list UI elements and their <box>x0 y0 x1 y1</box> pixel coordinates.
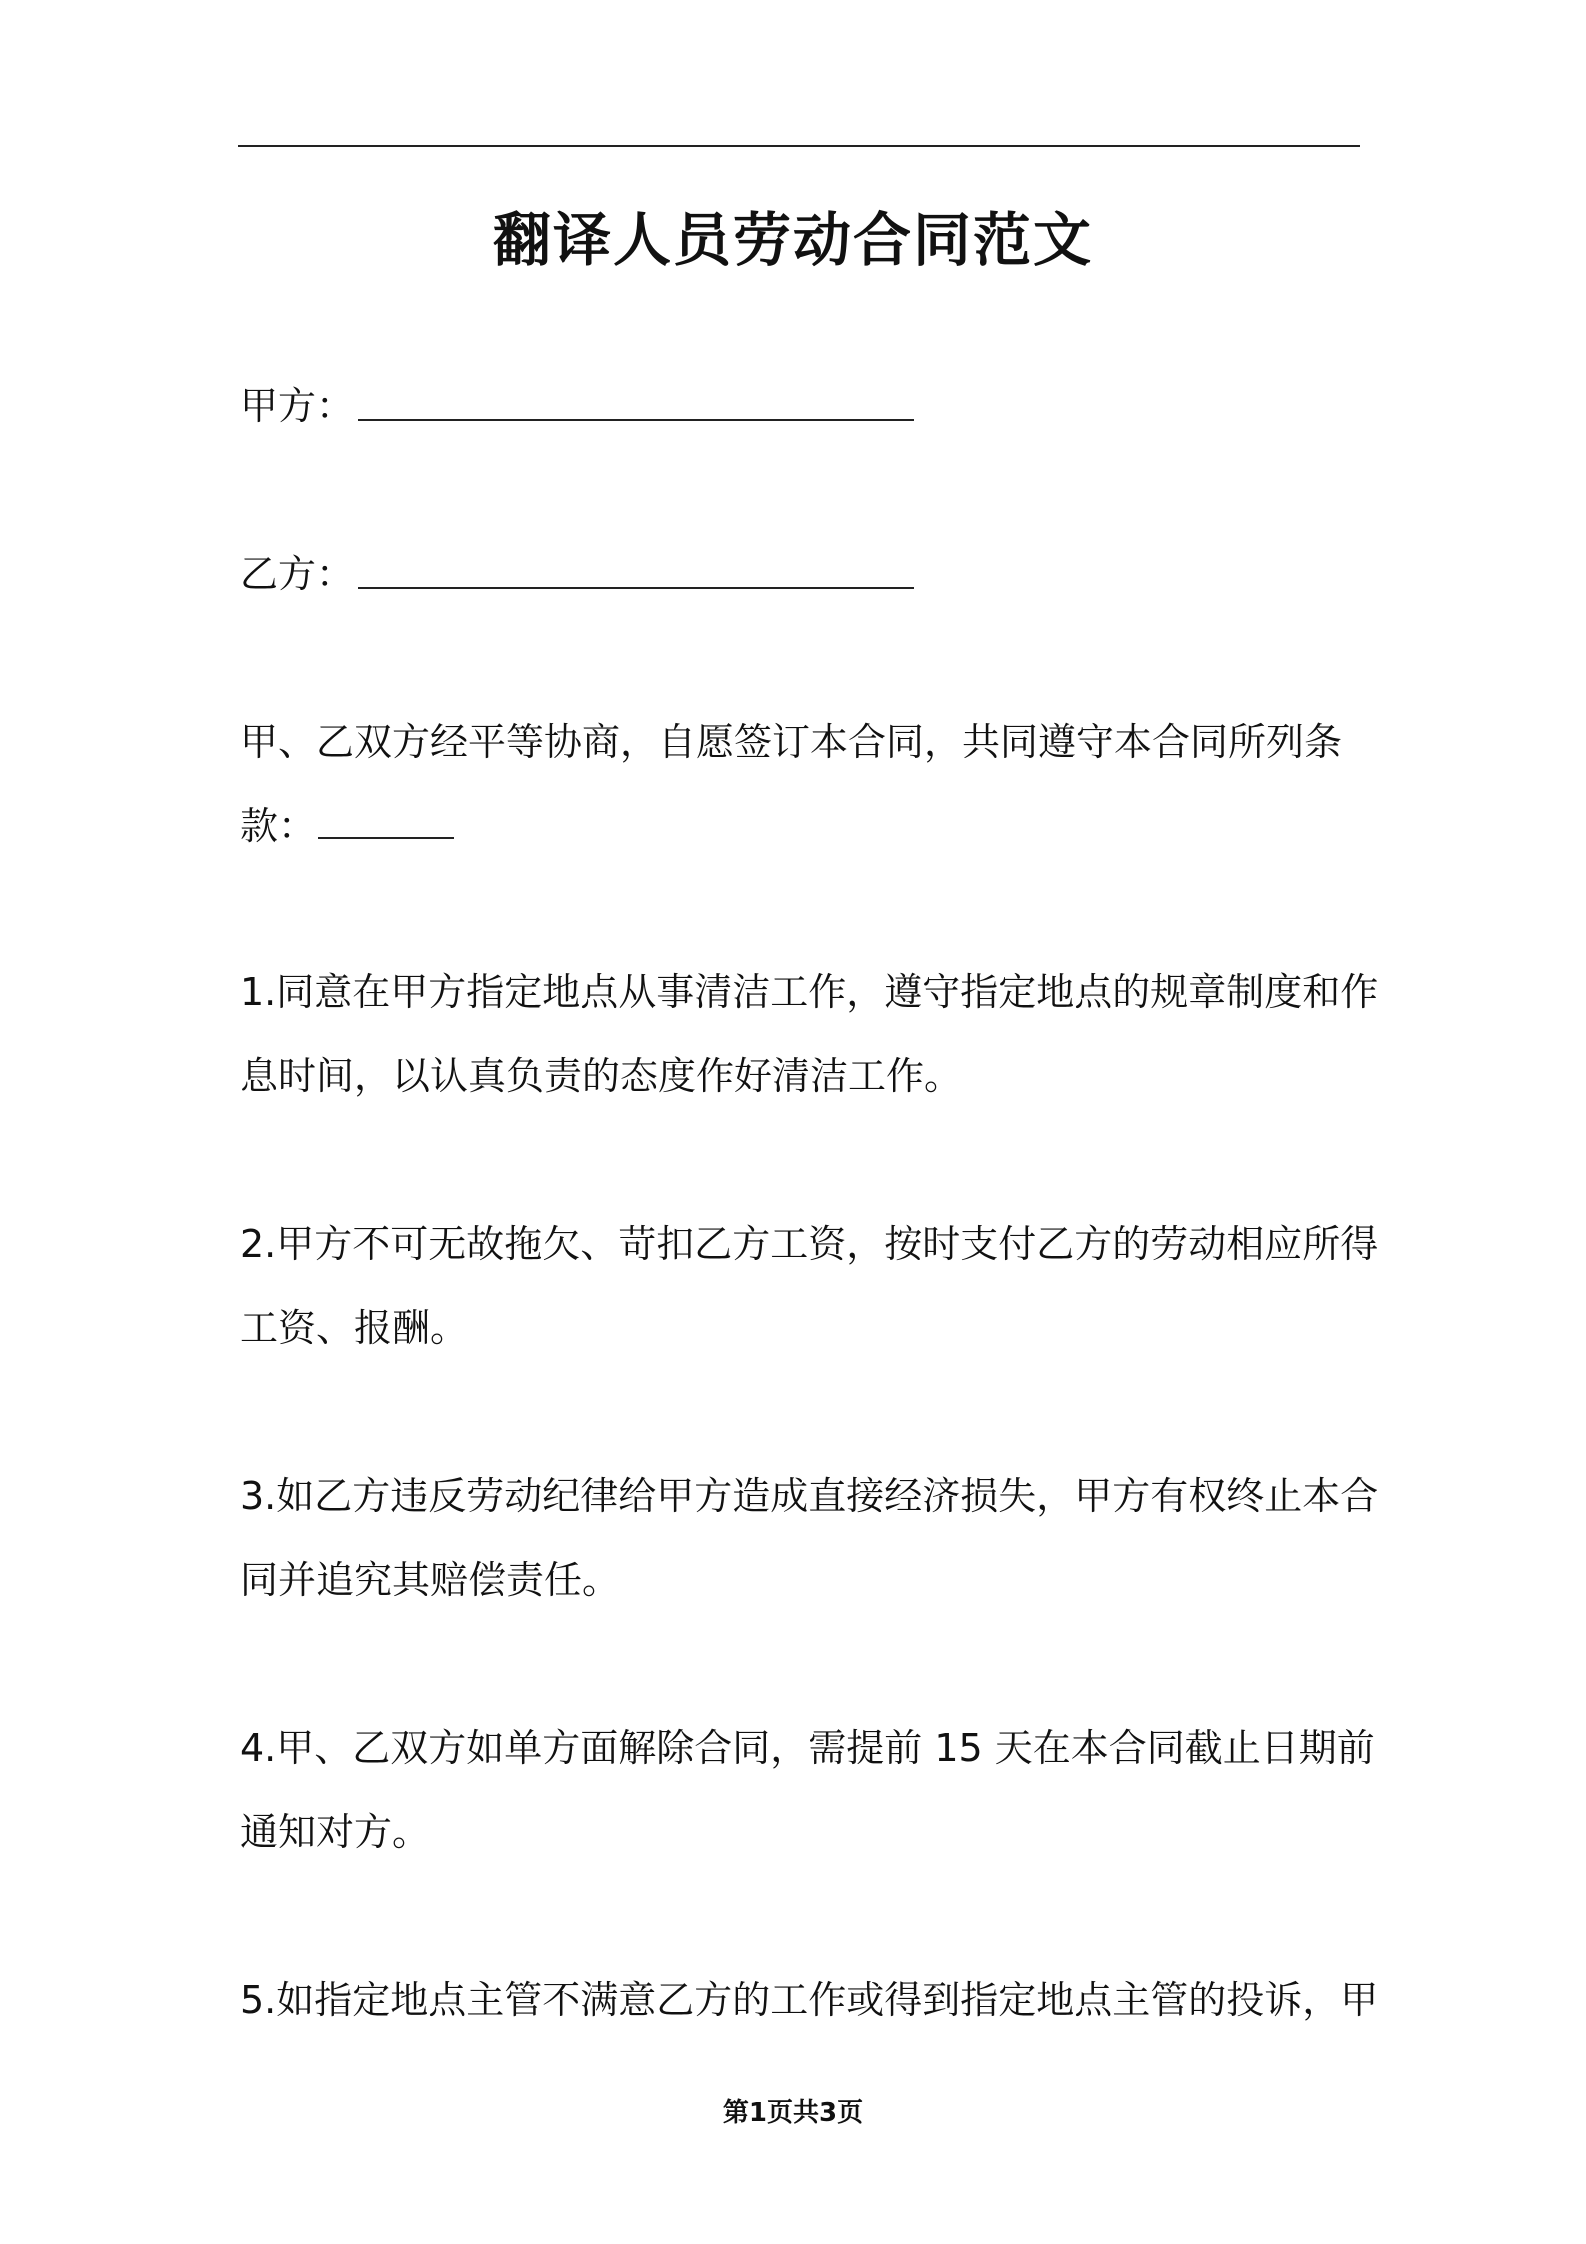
clause-1 <box>240 950 1379 1118</box>
party-a-line <box>240 376 914 436</box>
party-b-label: 乙方： <box>240 552 355 596</box>
clause-4-line-2: 通知对方。 <box>240 1810 431 1854</box>
intro-line-2 <box>240 784 1360 868</box>
party-a-label: 甲方： <box>240 384 355 428</box>
document-title: 翻译人员劳动合同范文 <box>492 206 1093 274</box>
clause-2-line-2: 工资、报酬。 <box>240 1306 469 1350</box>
clause-1-line-1: 1.同意在甲方指定地点从事清洁工作，遵守指定地点的规章制度和作 <box>240 970 1379 1014</box>
clause-5 <box>240 1958 1379 2042</box>
party-b-blank <box>358 547 914 589</box>
party-a-blank <box>358 379 914 421</box>
page-number-footer: 第1页共3页 <box>722 2098 864 2128</box>
clause-3-line-1: 3.如乙方违反劳动纪律给甲方造成直接经济损失，甲方有权终止本合 <box>240 1474 1379 1518</box>
intro-paragraph <box>240 700 1360 868</box>
clause-2-line-1: 2.甲方不可无故拖欠、苛扣乙方工资，按时支付乙方的劳动相应所得 <box>240 1222 1379 1266</box>
intro-line-2-text: 款： <box>240 804 317 848</box>
intro-blank <box>318 801 454 839</box>
party-b-line <box>240 544 914 604</box>
clause-2 <box>240 1202 1379 1370</box>
header-rule <box>238 145 1360 147</box>
clause-4-line-1: 4.甲、乙双方如单方面解除合同，需提前 15 天在本合同截止日期前 <box>240 1726 1375 1770</box>
intro-line-1: 甲、乙双方经平等协商，自愿签订本合同，共同遵守本合同所列条 <box>240 720 1343 764</box>
clause-5-line-1: 5.如指定地点主管不满意乙方的工作或得到指定地点主管的投诉，甲 <box>240 1978 1379 2022</box>
clause-3-line-2: 同并追究其赔偿责任。 <box>240 1558 621 1602</box>
clause-4 <box>240 1706 1375 1874</box>
clause-3 <box>240 1454 1379 1622</box>
clause-1-line-2: 息时间，以认真负责的态度作好清洁工作。 <box>240 1054 963 1098</box>
